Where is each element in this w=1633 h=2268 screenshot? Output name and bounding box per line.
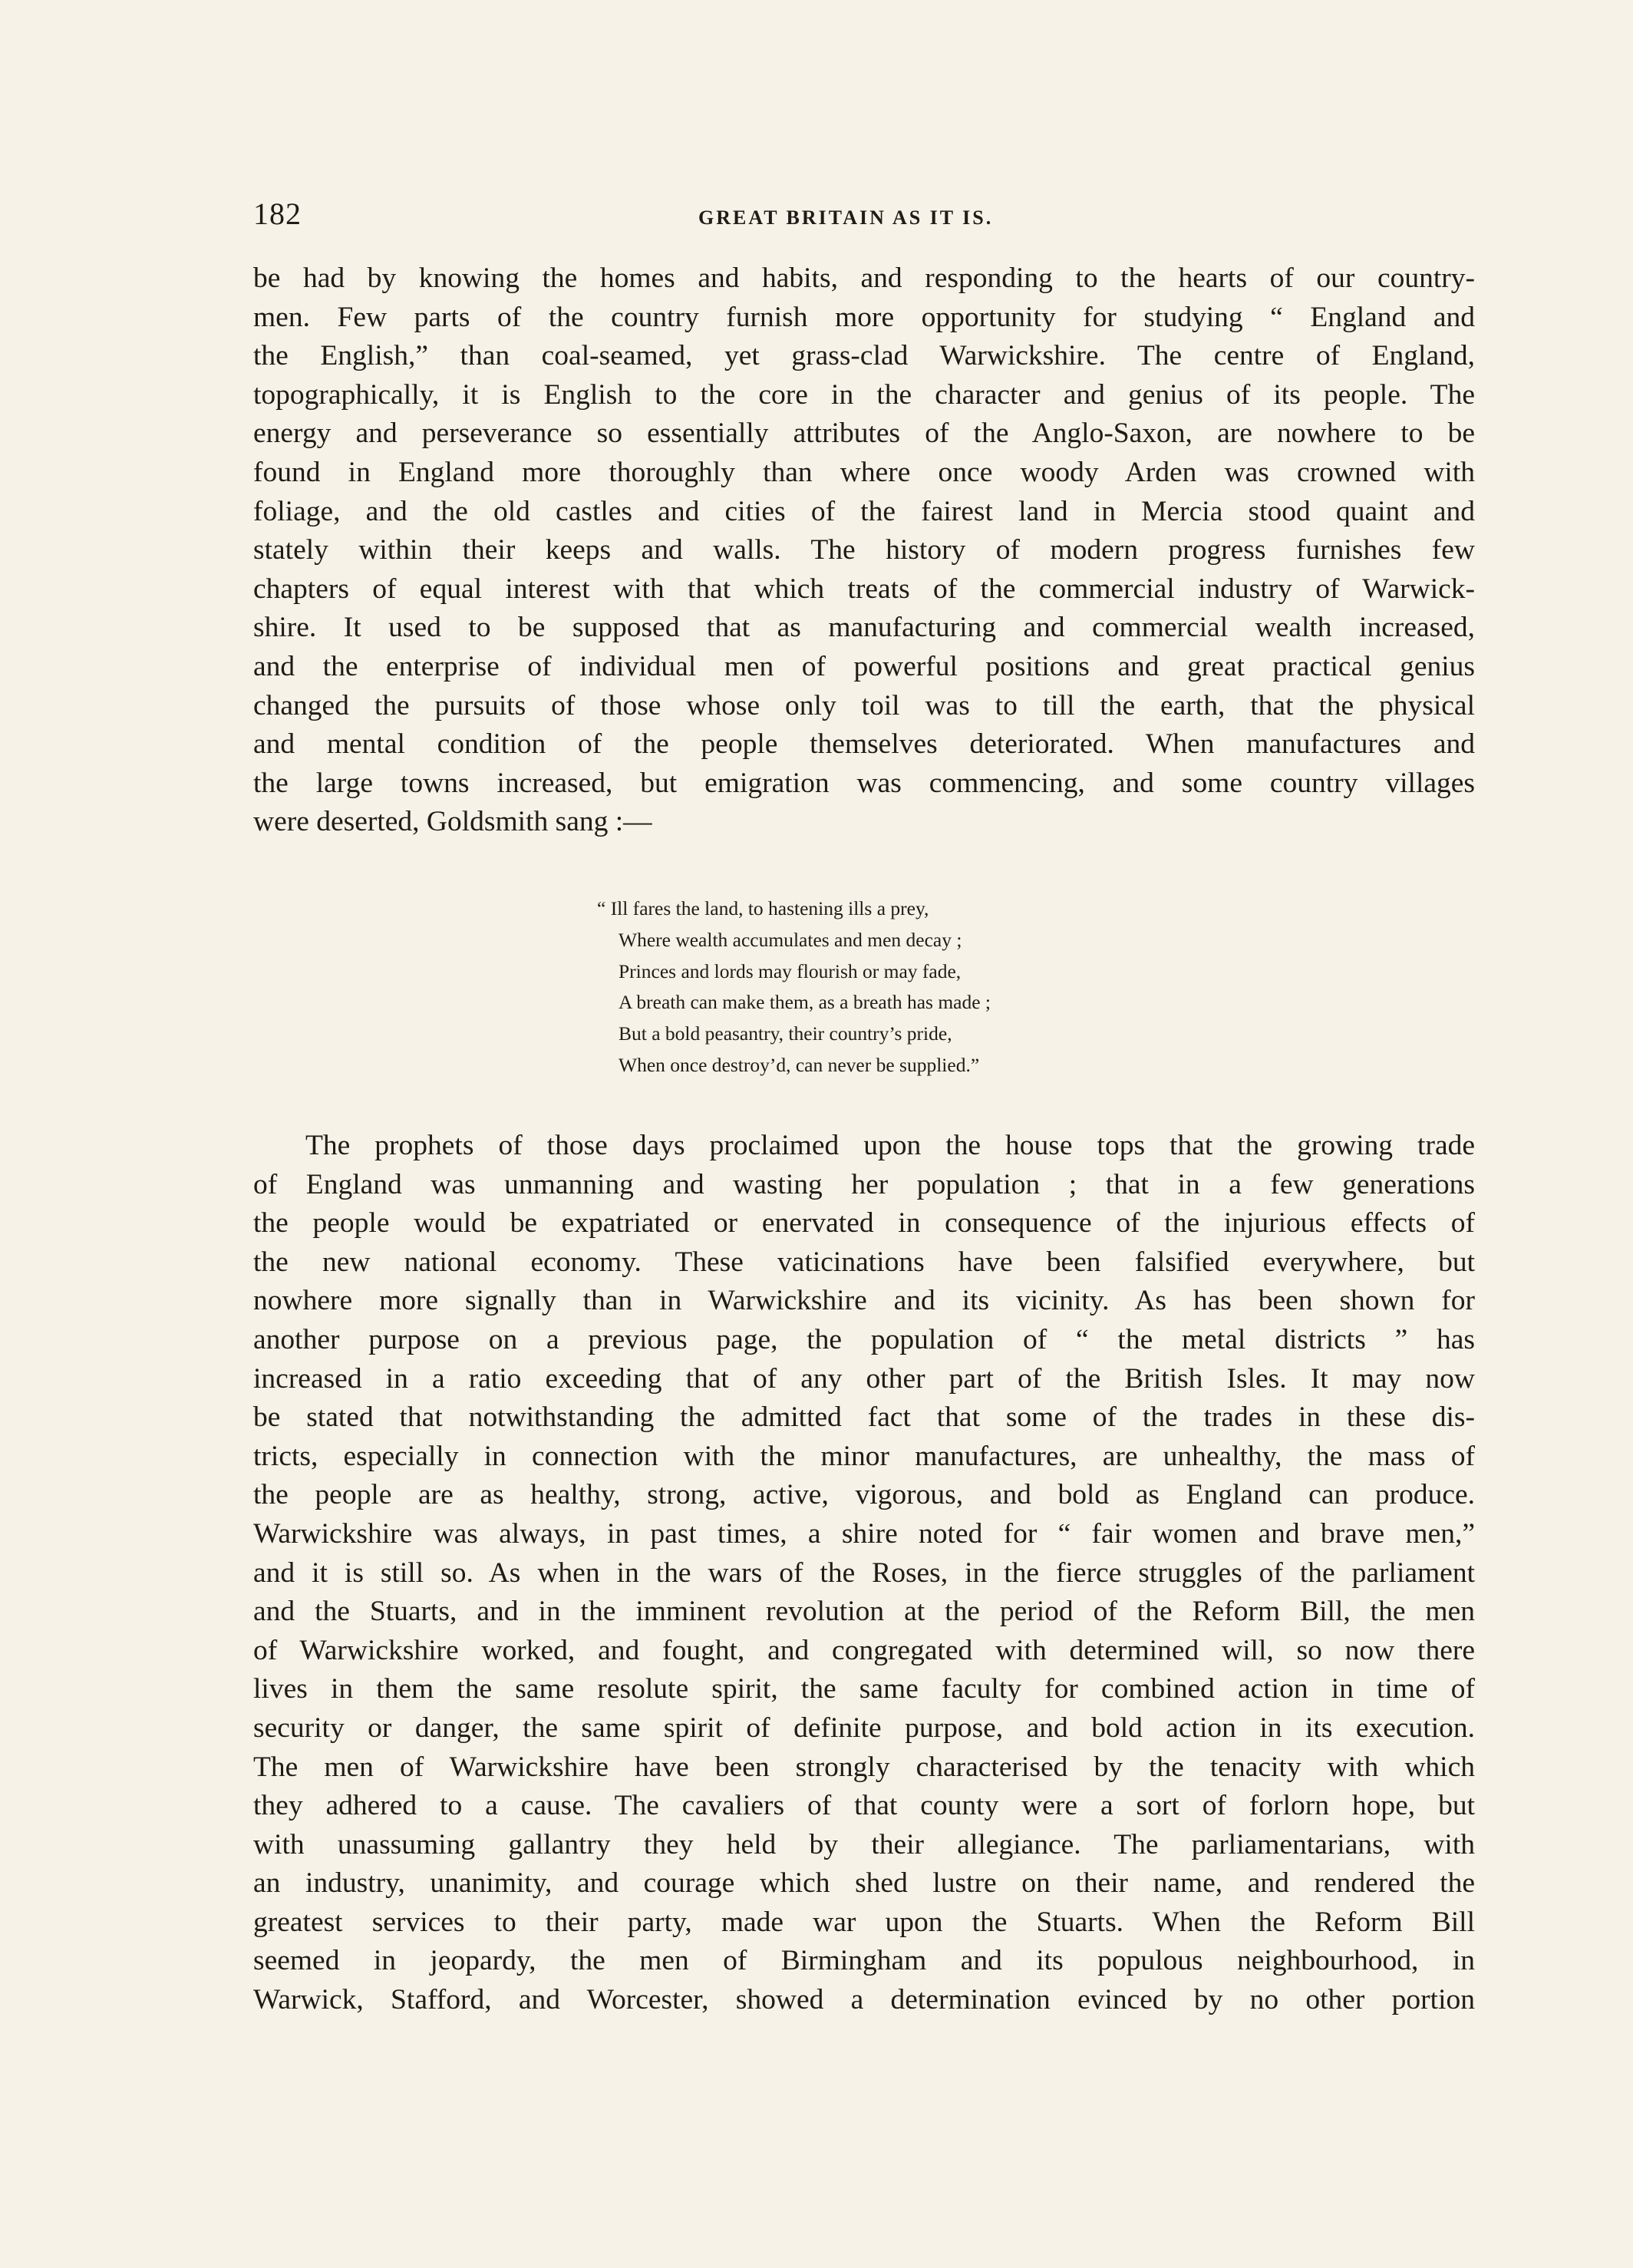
paragraph-prophets	[253, 1127, 1475, 2020]
text-line: lives in them the same resolute spirit, the same faculty for combined action in time of	[253, 1673, 1475, 1705]
goldsmith-quotation	[597, 893, 991, 1081]
text-line: The men of Warwickshire have been strongly characterised by the tenacity with which	[253, 1751, 1475, 1783]
running-title: GREAT BRITAIN AS IT IS.	[698, 206, 994, 229]
text-line: men. Few parts of the country furnish more opportunity for studying “ England and	[253, 301, 1475, 333]
text-line: stately within their keeps and walls. The history of modern progress furnishes few	[253, 534, 1475, 566]
text-line	[253, 1127, 1475, 1166]
text-line: shire. It used to be supposed that as manufacturing and commercial wealth increased,	[253, 612, 1475, 644]
poem-line: But a bold peasantry, their country’s pride,	[619, 1022, 952, 1045]
poem-line: Princes and lords may flourish or may fade,	[619, 959, 962, 982]
text-line: Warwick, Stafford, and Worcester, showed a determination evinced by no other portion	[253, 1984, 1475, 2016]
text-line: chapters of equal interest with that which treats of the commercial industry of Warwick-	[253, 573, 1475, 605]
text-line: foliage, and the old castles and cities of the fairest land in Mercia stood quaint and	[253, 495, 1475, 527]
paragraph-opening	[253, 259, 1475, 842]
poem-line: Where wealth accumulates and men decay ;	[619, 928, 962, 951]
text-line: of Warwickshire worked, and fought, and congregated with determined will, so now there	[253, 1634, 1475, 1666]
text-line: an industry, unanimity, and courage which shed lustre on their name, and rendered the	[253, 1867, 1475, 1900]
text-line: greatest services to their party, made war upon the Stuarts. When the Reform Bill	[253, 1906, 1475, 1938]
text-line: security or danger, the same spirit of definite purpose, and bold action in its execution.	[253, 1712, 1475, 1744]
text-line: with unassuming gallantry they held by their allegiance. The parliamentarians, with	[253, 1828, 1475, 1860]
page-header	[253, 196, 1475, 242]
text-line: be stated that notwithstanding the admitted fact that some of the trades in these dis-	[253, 1401, 1475, 1434]
text-line: be had by knowing the homes and habits, and responding to the hearts of our country-	[253, 262, 1475, 294]
text-line: changed the pursuits of those whose only toil was to till the earth, that the physical	[253, 689, 1475, 721]
text-line: the new national economy. These vaticinations have been falsified everywhere, but	[253, 1246, 1475, 1278]
text-line: the people would be expatriated or enervated in consequence of the injurious effects of	[253, 1207, 1475, 1240]
text-line: energy and perseverance so essentially attributes of the Anglo-Saxon, are nowhere to be	[253, 418, 1475, 450]
text-line: the English,” than coal-seamed, yet grass-clad Warwickshire. The centre of England,	[253, 340, 1475, 372]
poem-line: When once destroy’d, can never be supplied.”	[619, 1053, 980, 1076]
text-line-content: The prophets of those days proclaimed upon the house tops that the growing trade	[305, 1130, 1475, 1161]
text-line: Warwickshire was always, in past times, a shire noted for “ fair women and brave men,”	[253, 1517, 1475, 1550]
poem-line: “ Ill fares the land, to hastening ills a prey,	[597, 897, 929, 919]
text-line: of England was unmanning and wasting her population ; that in a few generations	[253, 1168, 1475, 1200]
text-line: and mental condition of the people themselves deteriorated. When manufactures and	[253, 728, 1475, 761]
text-line: and the Stuarts, and in the imminent revolution at the period of the Reform Bill, the men	[253, 1596, 1475, 1628]
text-line: and the enterprise of individual men of powerful positions and great practical genius	[253, 650, 1475, 682]
page-number: 182	[253, 196, 302, 231]
text-line: seemed in jeopardy, the men of Birmingham and its populous neighbourhood, in	[253, 1945, 1475, 1977]
text-line: topographically, it is English to the core in the character and genius of its people. The	[253, 378, 1475, 411]
text-line: increased in a ratio exceeding that of any other part of the British Isles. It may now	[253, 1362, 1475, 1395]
poem-line: A breath can make them, as a breath has made ;	[619, 991, 991, 1014]
text-line: the people are as healthy, strong, active, vigorous, and bold as England can produce.	[253, 1479, 1475, 1511]
text-line: tricts, especially in connection with the minor manufactures, are unhealthy, the mass of	[253, 1440, 1475, 1472]
text-line: they adhered to a cause. The cavaliers of that county were a sort of forlorn hope, but	[253, 1790, 1475, 1822]
text-line: nowhere more signally than in Warwickshire and its vicinity. As has been shown for	[253, 1285, 1475, 1317]
text-line: and it is still so. As when in the wars of the Roses, in the fierce struggles of the parliament	[253, 1557, 1475, 1589]
text-line: were deserted, Goldsmith sang :—	[253, 806, 652, 838]
text-line: found in England more thoroughly than where once woody Arden was crowned with	[253, 456, 1475, 488]
text-line: the large towns increased, but emigration was commencing, and some country villages	[253, 767, 1475, 799]
text-line: another purpose on a previous page, the population of “ the metal districts ” has	[253, 1323, 1475, 1355]
